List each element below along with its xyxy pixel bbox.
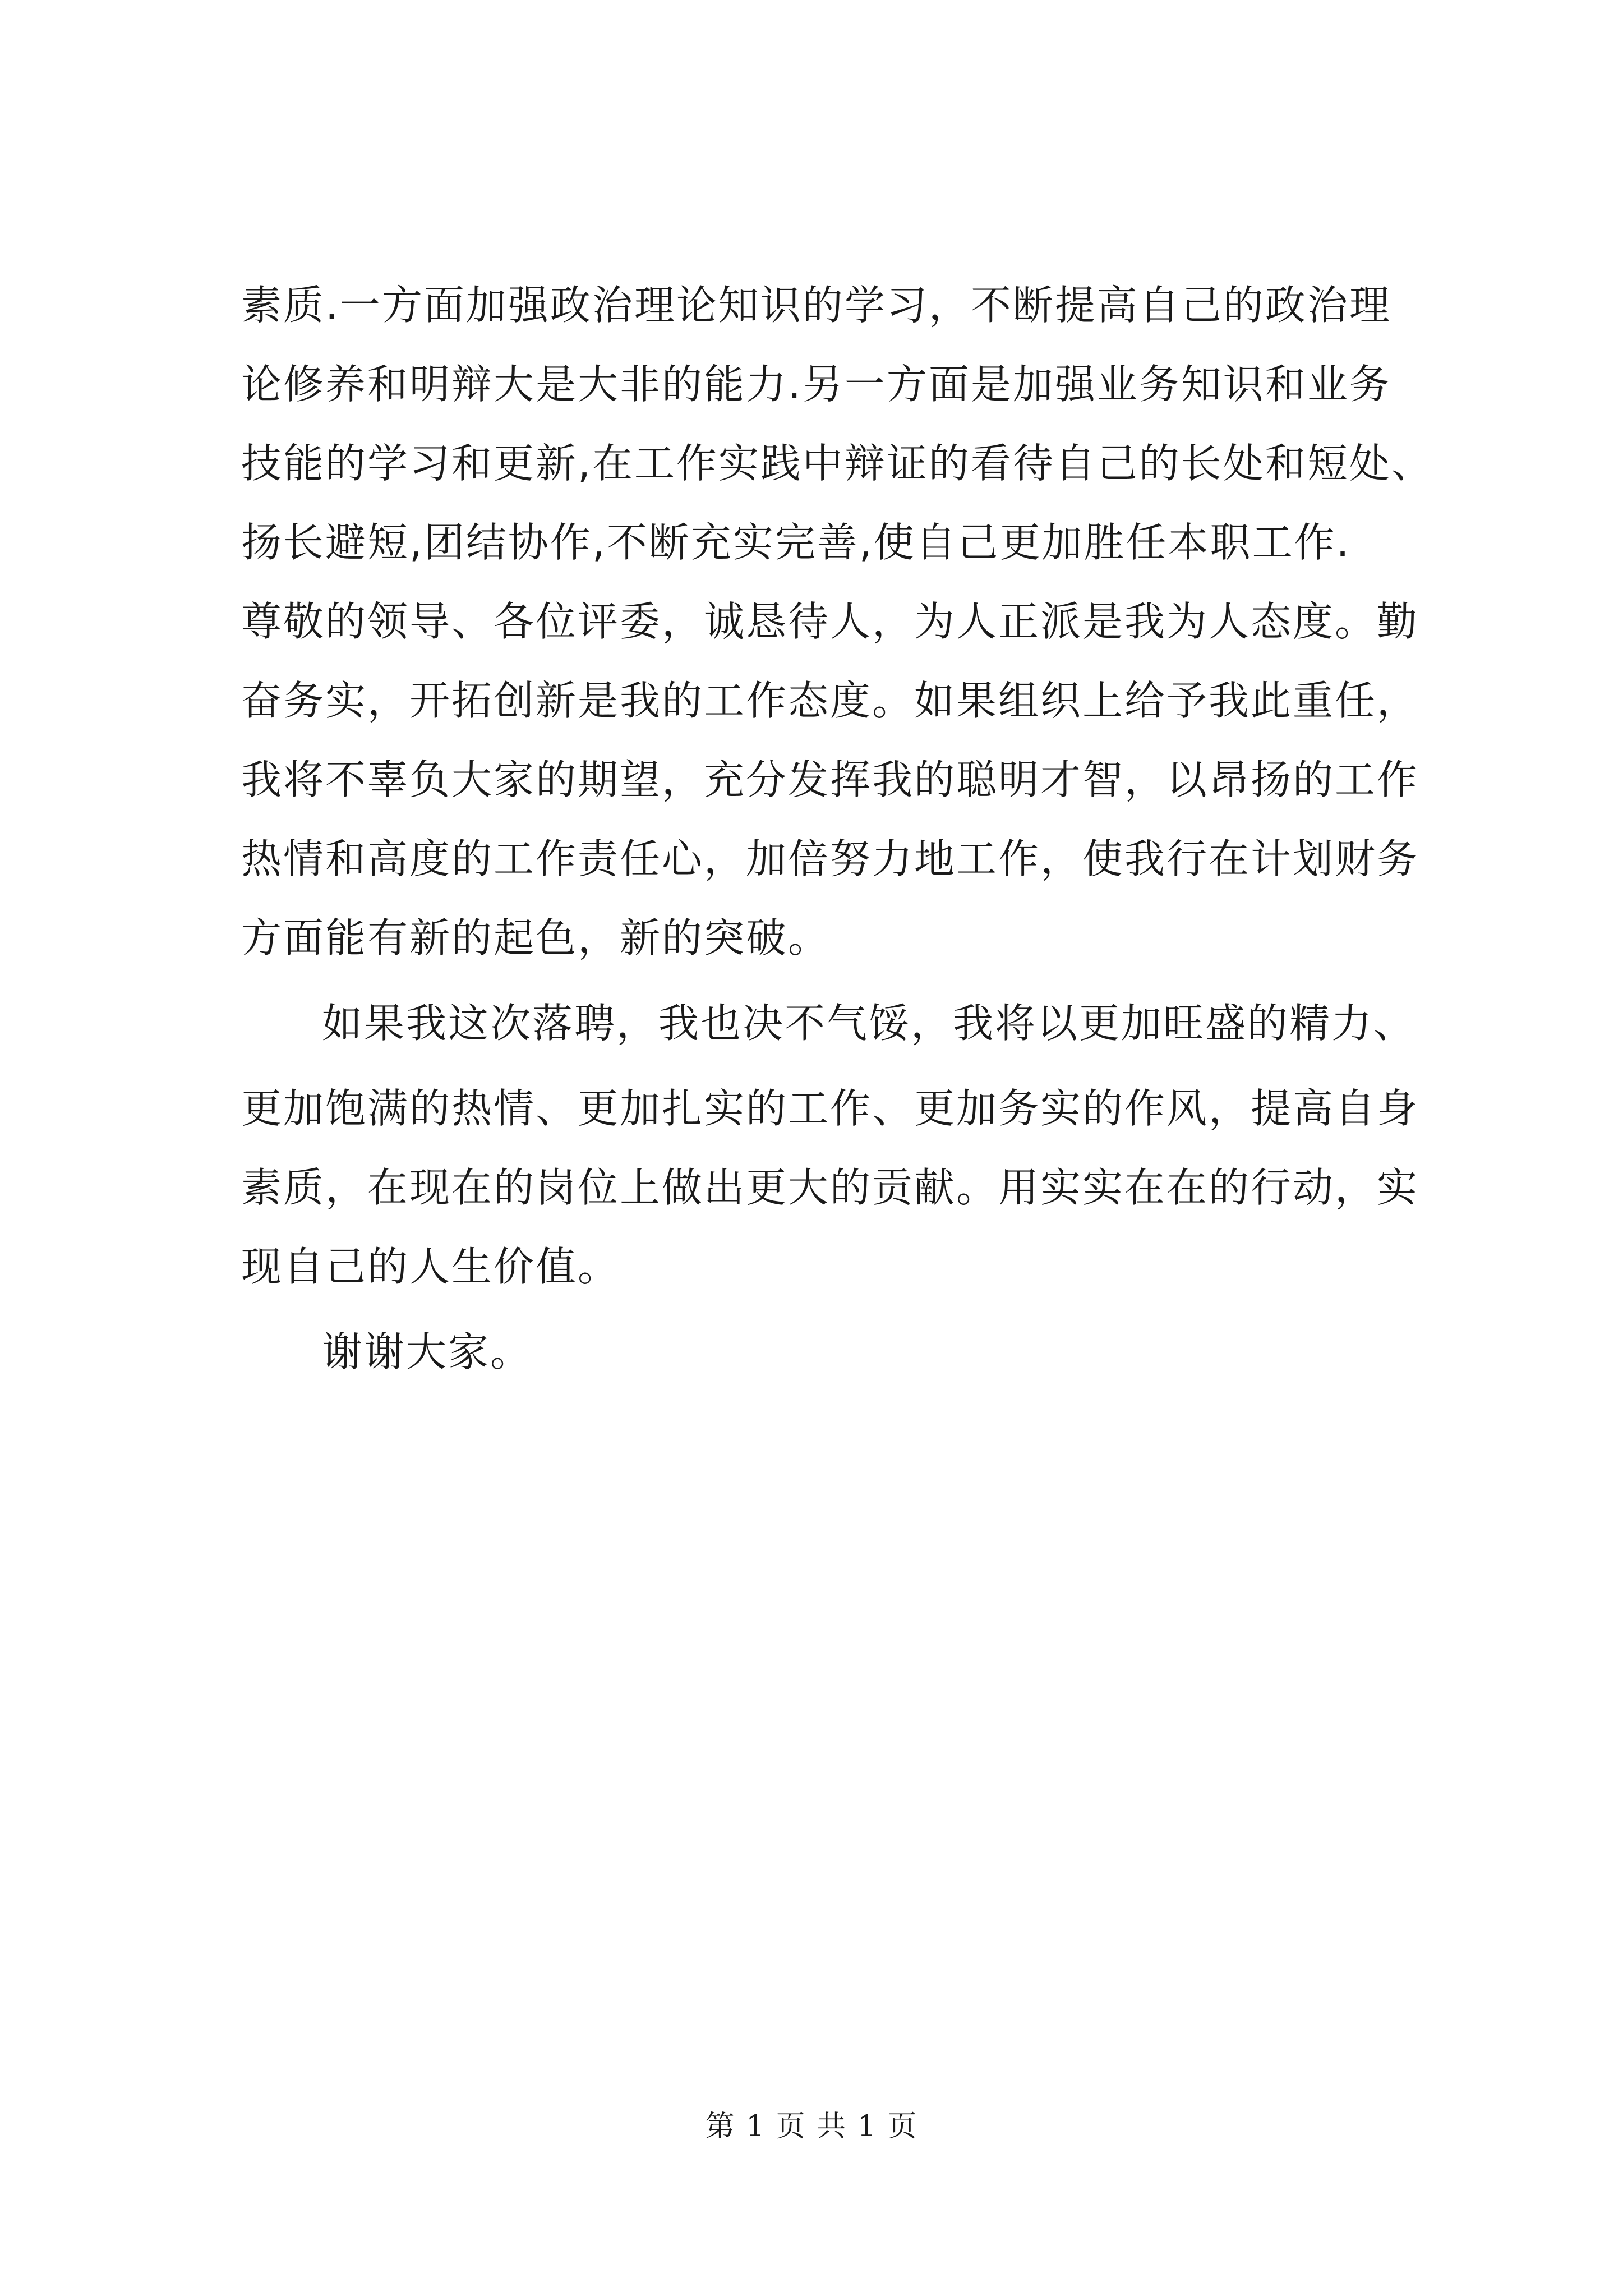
text-line-3: 技能的学习和更新,在工作实践中辩证的看待自己的长处和短处、 bbox=[241, 440, 1433, 487]
text-line-1: 素质.一方面加强政治理论知识的学习，不断提高自己的政治理 bbox=[241, 282, 1391, 329]
text-line-8: 热情和高度的工作责任心，加倍努力地工作，使我行在计划财务 bbox=[241, 835, 1419, 882]
document-body bbox=[241, 266, 1486, 1398]
text-line-14: 谢谢大家。 bbox=[322, 1328, 533, 1375]
page-footer: 第 1 页 共 1 页 bbox=[705, 2110, 918, 2143]
text-line-9: 方面能有新的起色，新的突破。 bbox=[241, 914, 831, 961]
text-line-11: 更加饱满的热情、更加扎实的工作、更加务实的作风，提高自身 bbox=[241, 1085, 1419, 1132]
text-line-12: 素质，在现在的岗位上做出更大的贡献。用实实在在的行动，实 bbox=[241, 1164, 1419, 1211]
text-line-10: 如果我这次落聘，我也决不气馁，我将以更加旺盛的精力、 bbox=[322, 1000, 1416, 1047]
text-line-7: 我将不辜负大家的期望，充分发挥我的聪明才智，以昂扬的工作 bbox=[241, 756, 1419, 803]
text-line-6: 奋务实，开拓创新是我的工作态度。如果组织上给予我此重任， bbox=[241, 677, 1419, 724]
text-line-13: 现自己的人生价值。 bbox=[241, 1243, 620, 1290]
text-line-2: 论修养和明辩大是大非的能力.另一方面是加强业务知识和业务 bbox=[241, 361, 1391, 408]
text-line-5: 尊敬的领导、各位评委，诚恳待人，为人正派是我为人态度。勤 bbox=[241, 598, 1419, 645]
text-line-4: 扬长避短,团结协作,不断充实完善,使自己更加胜任本职工作. bbox=[241, 519, 1351, 566]
